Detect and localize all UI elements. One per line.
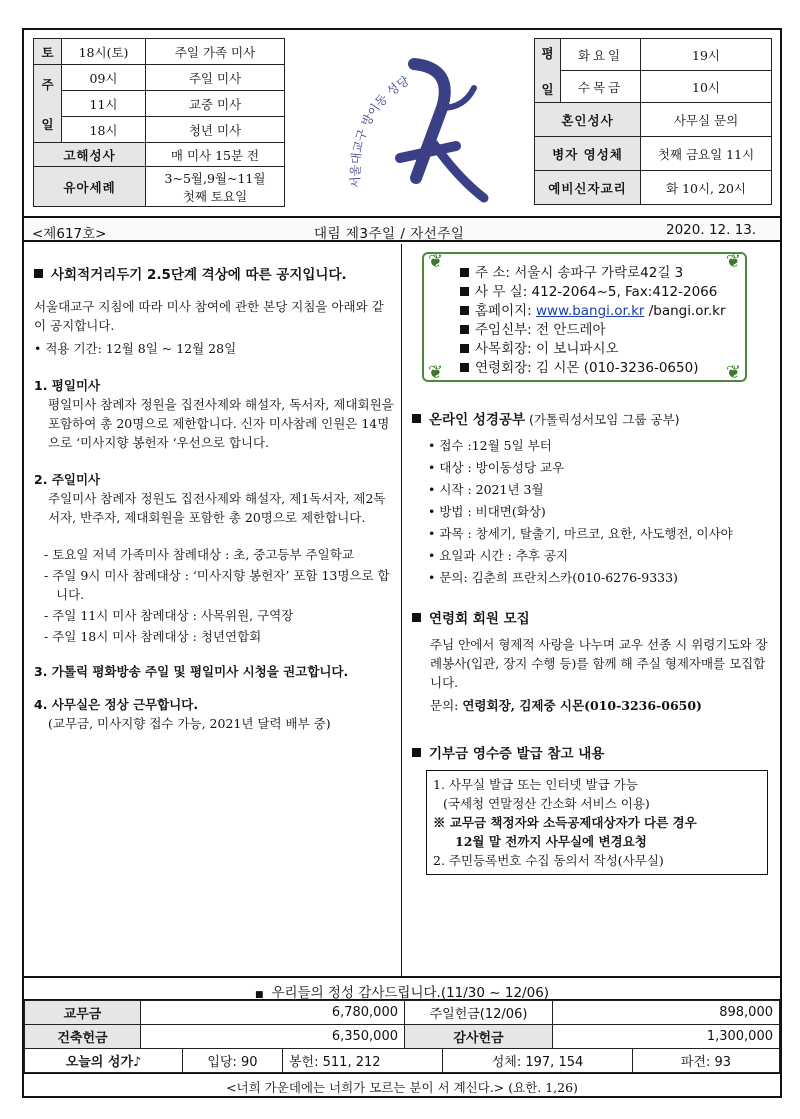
bible-study-heading: 온라인 성경공부 (가톨릭성서모임 그룹 공부) (412, 410, 772, 430)
offering-label: 감사헌금 (405, 1025, 553, 1049)
list-item: • 접수 :12월 5일 부터 (428, 438, 552, 453)
square-bullet-icon: ■ (254, 990, 264, 1000)
right-column (412, 252, 772, 875)
list-item: • 과목 : 창세기, 탈출기, 마르코, 요한, 사도행전, 이사야 (428, 526, 733, 541)
elder-group-contact: 문의: 연령회장, 김제중 시몬(010-3236-0650) (430, 698, 702, 713)
square-bullet-icon (460, 344, 469, 353)
saturday-time: 18시(토) (62, 39, 146, 65)
sunday-mass: 주일 미사 (146, 65, 285, 91)
table-row (25, 1049, 780, 1073)
council-chair: 사목회장: 이 보니파시오 (475, 341, 619, 357)
list-item: • 시작 : 2021년 3월 (428, 482, 544, 497)
vine-ornament-icon: ❦ (725, 362, 741, 383)
gospel-verse: <너희 가운데에는 너희가 모르는 분이 서 계신다.> (요한. 1,26) (24, 1073, 780, 1097)
receipt-heading: 기부금 영수증 발급 참고 내용 (412, 745, 772, 764)
catechumen-value: 화 10시, 20시 (641, 171, 772, 205)
square-bullet-icon (460, 268, 469, 277)
svg-text:서울대교구 방이동 성당 (347, 73, 412, 189)
list-item: - 주일 18시 미사 참례대상 : 청년연합회 (44, 629, 262, 644)
offering-table (24, 1000, 780, 1049)
left-column (34, 252, 394, 737)
receipt-warning: 12월 말 전까지 사무실에 변경요청 (455, 834, 647, 849)
bulletin-page (22, 28, 782, 1098)
marriage-label: 혼인성사 (535, 103, 641, 137)
offering-label: 건축헌금 (25, 1025, 141, 1049)
issue-number: <제617호> (32, 226, 107, 242)
bible-study-list (412, 436, 772, 587)
vine-ornament-icon: ❦ (428, 251, 444, 272)
square-bullet-icon (412, 613, 421, 622)
homepage-link[interactable]: www.bangi.or.kr (536, 303, 645, 319)
vine-ornament-icon: ❦ (725, 251, 741, 272)
hymn-label: 오늘의 성가♪ (25, 1049, 183, 1073)
homepage-extra: /bangi.or.kr (644, 303, 726, 319)
square-bullet-icon (34, 269, 43, 278)
saturday-label: 토 (34, 39, 62, 65)
weekday-time: 19시 (641, 39, 772, 71)
confession-value: 매 미사 15분 전 (146, 143, 285, 167)
receipt-info-box (426, 770, 768, 875)
offering-heading: ■ 우리들의 정성 감사드립니다.(11/30 ~ 12/06) (24, 976, 780, 1000)
broadcast-notice: 3. 가톨릭 평화방송 주일 및 평일미사 시청을 권고합니다. (34, 664, 349, 679)
offering-label: 교무금 (25, 1001, 141, 1025)
receipt-line: 2. 주민등록번호 수집 동의서 작성(사무실) (433, 853, 664, 868)
list-item: • 요일과 시간 : 추후 공지 (428, 548, 569, 563)
homepage-label: 홈페이지: (475, 303, 537, 319)
table-row (25, 1001, 780, 1025)
list-item: • 방법 : 비대면(화상) (428, 504, 546, 519)
office-heading: 4. 사무실은 정상 근무합니다. (34, 697, 199, 712)
infant-baptism-value: 3~5월,9월~11월 첫째 토요일 (146, 167, 285, 207)
offering-amount: 6,780,000 (141, 1001, 405, 1025)
column-divider (401, 244, 402, 976)
square-bullet-icon (460, 287, 469, 296)
sunday-time: 18시 (62, 117, 146, 143)
list-item: - 토요일 저녁 가족미사 참례대상 : 초, 중고등부 주일학교 (44, 547, 354, 562)
sick-communion-value: 첫째 금요일 11시 (641, 137, 772, 171)
receipt-warning: ※ 교무금 책정자와 소득공제대상자가 다른 경우 (433, 815, 697, 830)
sunday-mass-heading: 2. 주일미사 (34, 472, 101, 487)
sunday-title: 대림 제3주일 / 자선주일 (314, 226, 465, 242)
receipt-line: (국세청 연말정산 간소화 서비스 이용) (443, 796, 650, 811)
hymn-entrance: 입당: 90 (183, 1049, 283, 1073)
sunday-label: 주 일 (34, 65, 62, 143)
header (24, 30, 780, 216)
notice-period: • 적용 기간: 12월 8일 ~ 12월 28일 (34, 341, 237, 356)
offering-amount: 6,350,000 (141, 1025, 405, 1049)
sunday-time: 09시 (62, 65, 146, 91)
weekday-day: 수목금 (561, 71, 641, 103)
weekday-schedule-table (534, 38, 772, 205)
hymn-communion: 성체: 197, 154 (443, 1049, 633, 1073)
sunday-mass: 청년 미사 (146, 117, 285, 143)
marriage-value: 사무실 문의 (641, 103, 772, 137)
parish-phone: 사 무 실: 412-2064~5, Fax:412-2066 (475, 284, 718, 300)
receipt-line: 1. 사무실 발급 또는 인터넷 발급 가능 (433, 777, 638, 792)
vine-ornament-icon: ❦ (428, 362, 444, 383)
weekday-day: 화요일 (561, 39, 641, 71)
sunday-mass-text: 주일미사 참례자 정원도 집전사제와 해설자, 제1독서자, 제2독서자, 반주자, 제대회원을 포함한 총 20명으로 제한합니다. (48, 491, 386, 525)
square-bullet-icon (460, 363, 469, 372)
square-bullet-icon (412, 414, 421, 423)
logo-text: 서울대교구 방이동 성당 (348, 73, 412, 189)
pastor-name: 주임신부: 전 안드레아 (475, 322, 606, 338)
sunday-time: 11시 (62, 91, 146, 117)
weekday-mass-heading: 1. 평일미사 (34, 378, 101, 393)
offering-label: 주일헌금(12/06) (405, 1001, 553, 1025)
elder-group-text: 주님 안에서 형제적 사랑을 나누며 교우 선종 시 위령기도와 장례봉사(입관, 장지 수행 등)를 함께 해 주실 형제자매를 모집합니다. (430, 637, 768, 690)
hymn-recessional: 파견: 93 (633, 1049, 780, 1073)
parish-address: 주 소: 서울시 송파구 가락로42길 3 (475, 265, 684, 281)
catechumen-label: 예비신자교리 (535, 171, 641, 205)
hymn-table (24, 1048, 780, 1073)
offering-amount: 1,300,000 (553, 1025, 780, 1049)
list-item: • 대상 : 방이동성당 교우 (428, 460, 565, 475)
list-item: - 주일 11시 미사 참례대상 : 사목위원, 구역장 (44, 608, 294, 623)
parish-info-box (422, 252, 747, 382)
list-item: • 문의: 김춘희 프란치스카(010-6276-9333) (428, 570, 678, 585)
mass-schedule-table (33, 38, 285, 207)
title-bar (24, 216, 780, 242)
sunday-mass: 교중 미사 (146, 91, 285, 117)
offering-section (24, 976, 780, 1097)
sick-communion-label: 병자 영성체 (535, 137, 641, 171)
weekday-label: 평 일 (535, 39, 561, 103)
infant-baptism-label: 유아세례 (34, 167, 146, 207)
parish-logo (324, 48, 504, 208)
square-bullet-icon (460, 306, 469, 315)
confession-label: 고해성사 (34, 143, 146, 167)
list-item: - 주일 9시 미사 참례대상 : ‘미사지향 봉헌자’ 포함 13명으로 합니다. (44, 568, 390, 602)
weekday-time: 10시 (641, 71, 772, 103)
issue-date: 2020. 12. 13. (666, 222, 757, 238)
elder-group-heading: 연령회 회원 모집 (412, 610, 772, 629)
elder-chair: 연령회장: 김 시몬 (010-3236-0650) (475, 360, 699, 376)
hymn-offertory: 봉헌: 511, 212 (283, 1049, 443, 1073)
notice-heading: 사회적거리두기 2.5단계 격상에 따른 공지입니다. (34, 266, 394, 285)
square-bullet-icon (460, 325, 469, 334)
office-text: (교무금, 미사지향 접수 가능, 2021년 달력 배부 중) (48, 716, 331, 731)
offering-amount: 898,000 (553, 1001, 780, 1025)
notice-intro: 서울대교구 지침에 따라 미사 참여에 관한 본당 지침을 아래와 같이 공지합니다. (34, 299, 384, 333)
saturday-mass: 주일 가족 미사 (146, 39, 285, 65)
table-row (25, 1025, 780, 1049)
square-bullet-icon (412, 748, 421, 757)
weekday-mass-text: 평일미사 참례자 정원을 집전사제와 해설자, 독서자, 제대회원을 포함하여 총 20명으로 제한합니다. 신자 미사참례 인원은 14명으로 ‘미사지향 봉헌자 ‘우선으로 합니다. (48, 397, 394, 450)
